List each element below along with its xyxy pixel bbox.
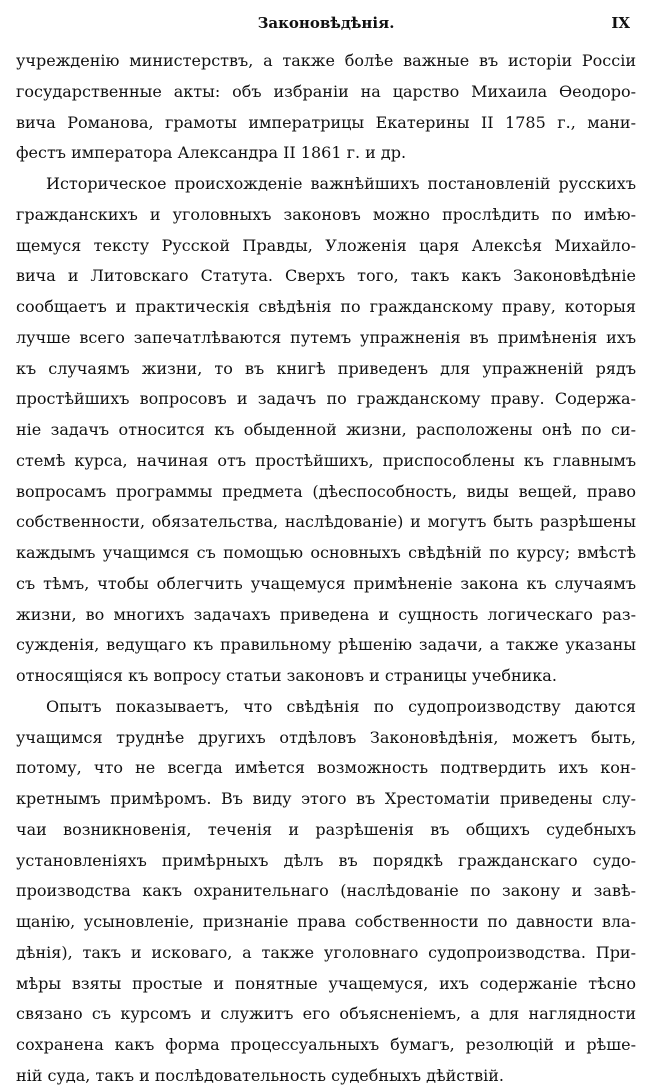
text-line: съ тѣмъ, чтобы облегчить учащемуся примѣненіе закона къ случаямъ: [16, 573, 636, 593]
text-line: къ случаямъ жизни, то въ книгѣ приведенъ для упражненій рядъ: [16, 358, 636, 378]
text-line: вопросамъ программы предмета (дѣеспособность, виды вещей, право: [16, 481, 636, 501]
text-line: сообщаетъ и практическія свѣдѣнія по гражданскому праву, которыя: [16, 297, 636, 316]
text-line: сохранена какъ форма процессуальныхъ бумагъ, резолюцій и рѣше-: [16, 1035, 636, 1054]
text-line: вича Романова, грамоты императрицы Екатерины II 1785 г., мани-: [16, 112, 636, 132]
text-line: производства какъ охранительнаго (наслѣдованіе по закону и завѣ-: [16, 881, 636, 901]
text-line: стемѣ курса, начиная отъ простѣйшихъ, приспособлены къ главнымъ: [16, 450, 636, 470]
page-header: [0, 8, 652, 38]
text-line: ній суда, такъ и послѣдовательность судебныхъ дѣйствій.: [16, 1065, 504, 1085]
text-line: Опытъ показываетъ, что свѣдѣнія по судопроизводству даются: [46, 696, 636, 716]
text-line: щанію, усыновленіе, признаніе права собственности по давности вла-: [16, 912, 636, 931]
text-line: простѣйшихъ вопросовъ и задачъ по гражданскому праву. Содержа-: [16, 389, 636, 409]
text-line: фестъ императора Александра II 1861 г. и др.: [16, 143, 407, 163]
text-line: связано съ курсомъ и служитъ его объясненіемъ, а для наглядности: [16, 1004, 636, 1024]
text-line: лучше всего запечатлѣваются путемъ упражненія въ примѣненія ихъ: [16, 327, 636, 347]
text-line: дѣнія), такъ и исковаго, а также уголовнаго судопроизводства. При-: [16, 942, 636, 962]
text-line: относящіяся къ вопросу статьи законовъ и страницы учебника.: [16, 666, 557, 685]
text-line: Историческое происхожденіе важнѣйшихъ постановленій русскихъ: [46, 174, 636, 193]
text-line: учрежденію министерствъ, а также болѣе важные въ исторіи Россіи: [16, 51, 636, 70]
text-line: чаи возникновенія, теченія и разрѣшенія въ общихъ судебныхъ: [16, 819, 636, 839]
text-line: жизни, во многихъ задачахъ приведена и сущность логическаго раз-: [16, 604, 636, 624]
page-number: IX: [611, 14, 630, 32]
text-line: каждымъ учащимся съ помощью основныхъ свѣдѣній по курсу; вмѣстѣ: [16, 543, 636, 562]
text-line: мѣры взяты простые и понятные учащемуся, ихъ содержаніе тѣсно: [16, 973, 636, 993]
text-line: гражданскихъ и уголовныхъ законовъ можно прослѣдить по имѣю-: [16, 204, 636, 224]
text-line: вича и Литовскаго Статута. Сверхъ того, такъ какъ Законовѣдѣніе: [16, 266, 636, 286]
text-line: ніе задачъ относится къ обыденной жизни, расположены онѣ по си-: [16, 420, 636, 439]
text-line: щемуся тексту Русской Правды, Уложенія царя Алексѣя Михайло-: [16, 235, 636, 255]
text-line: установленіяхъ примѣрныхъ дѣлъ въ порядкѣ гражданскаго судо-: [16, 850, 636, 870]
text-line: потому, что не всегда имѣется возможность подтвердить ихъ кон-: [16, 758, 636, 778]
body-text: [16, 46, 636, 1092]
text-line: сужденія, ведущаго къ правильному рѣшенію задачи, а также указаны: [16, 635, 636, 655]
text-line: учащимся труднѣе другихъ отдѣловъ Законовѣдѣнія, можетъ быть,: [16, 727, 636, 747]
running-title: Законовѣдѣнія.: [257, 14, 395, 32]
text-line: государственные акты: объ избраніи на царство Михаила Ѳеодоро-: [16, 81, 636, 101]
text-line: собственности, обязательства, наслѣдованіе) и могутъ быть разрѣшены: [16, 512, 636, 532]
text-line: кретнымъ примѣромъ. Въ виду этого въ Хрестоматіи приведены слу-: [16, 789, 636, 808]
